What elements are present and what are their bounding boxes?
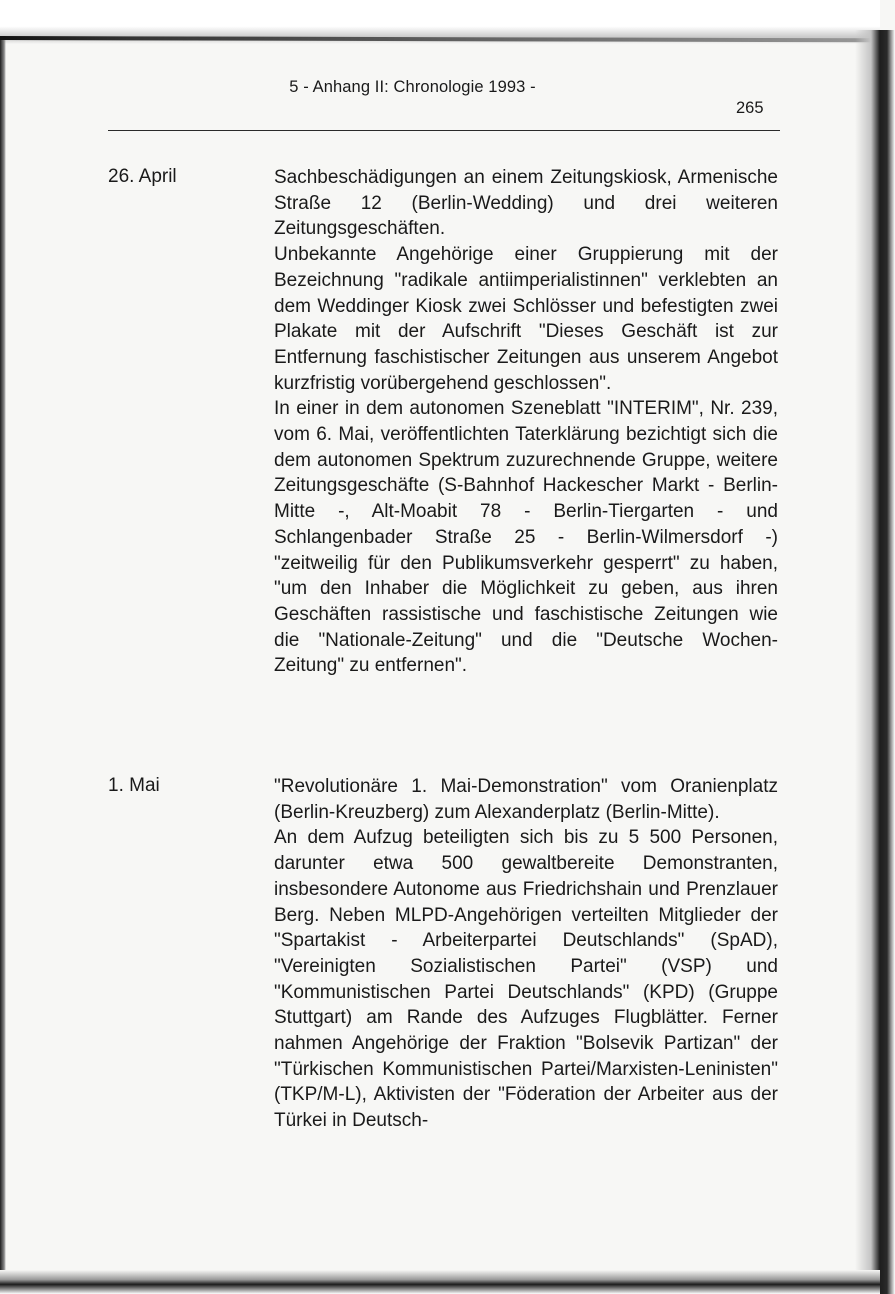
entry-paragraph: Unbekannte Angehörige einer Gruppierung mit der Bezeichnung "radikale antiimperialistinnen" verklebten an dem Weddinger Kiosk zwei Schlösser und befestigten zwei Plakate mit der Aufschrift "Dieses Geschäft ist zur Entfernung faschistischer Zeitungen aus unserem Angebot kurzfristig vorübergehend geschlossen". [274,244,778,394]
scan-left-edge [0,40,6,1280]
entry-date: 26. April [108,166,177,187]
entry-paragraph: In einer in dem autonomen Szeneblatt "INTERIM", Nr. 239, vom 6. Mai, veröffentlichten Taterklärung bezichtigt sich die dem autonomen Spektrum zuzurechnende Gruppe, weitere Zeitungsgeschäfte (S-Bahnhof Hackescher Markt - Berlin-Mitte -, Alt-Moabit 78 - Berlin-Tiergarten - und Schlangenbader Straße 25 - Berlin-Wilmersdorf -) "zeitweilig für den Publikumsverkehr gesperrt" zu haben, "um den Inhaber die Möglichkeit zu geben, aus ihren Geschäften rassistische und faschistische Zeitungen wie die "Nationale-Zeitung" und die "Deutsche Wochen-Zeitung" zu entfernen". [274,398,778,677]
scan-bottom-edge [0,1270,880,1294]
running-title: 5 - Anhang II: Chronologie 1993 - [289,78,536,96]
header-rule [108,130,780,131]
entry-paragraph: Sachbeschädigungen an einem Zeitungskiosk, Armenische Straße 12 (Berlin-Wedding) und drei weiteren Zeitungsgeschäften. [274,167,778,240]
scan-right-edge [855,30,895,1294]
page-number: 265 [736,99,764,117]
entry-body [274,774,778,1134]
entry-paragraph: "Revolutionäre 1. Mai-Demonstration" vom Oranienplatz (Berlin-Kreuzberg) zum Alexanderplatz (Berlin-Mitte). [274,776,778,823]
running-head [0,78,895,97]
entry-body [274,165,778,679]
entry-date: 1. Mai [108,775,160,796]
entry-paragraph: An dem Aufzug beteiligten sich bis zu 5 500 Personen, darunter etwa 500 gewaltbereite Demonstranten, insbesondere Autonome aus Friedrichshain und Prenzlauer Berg. Neben MLPD-Angehörigen verteilten Mitglieder der "Spartakist - Arbeiterpartei Deutschlands" (SpAD), "Vereinigten Sozialistischen Partei" (VSP) und "Kommunistischen Partei Deutschlands" (KPD) (Gruppe Stuttgart) am Rande des Aufzuges Flugblätter. Ferner nahmen Angehörige der Fraktion "Bolsevik Partizan" der "Türkischen Kommunistischen Partei/Marxisten-Leninisten" (TKP/M-L), Aktivisten der "Föderation der Arbeiter aus der Türkei in Deutsch- [274,827,778,1132]
